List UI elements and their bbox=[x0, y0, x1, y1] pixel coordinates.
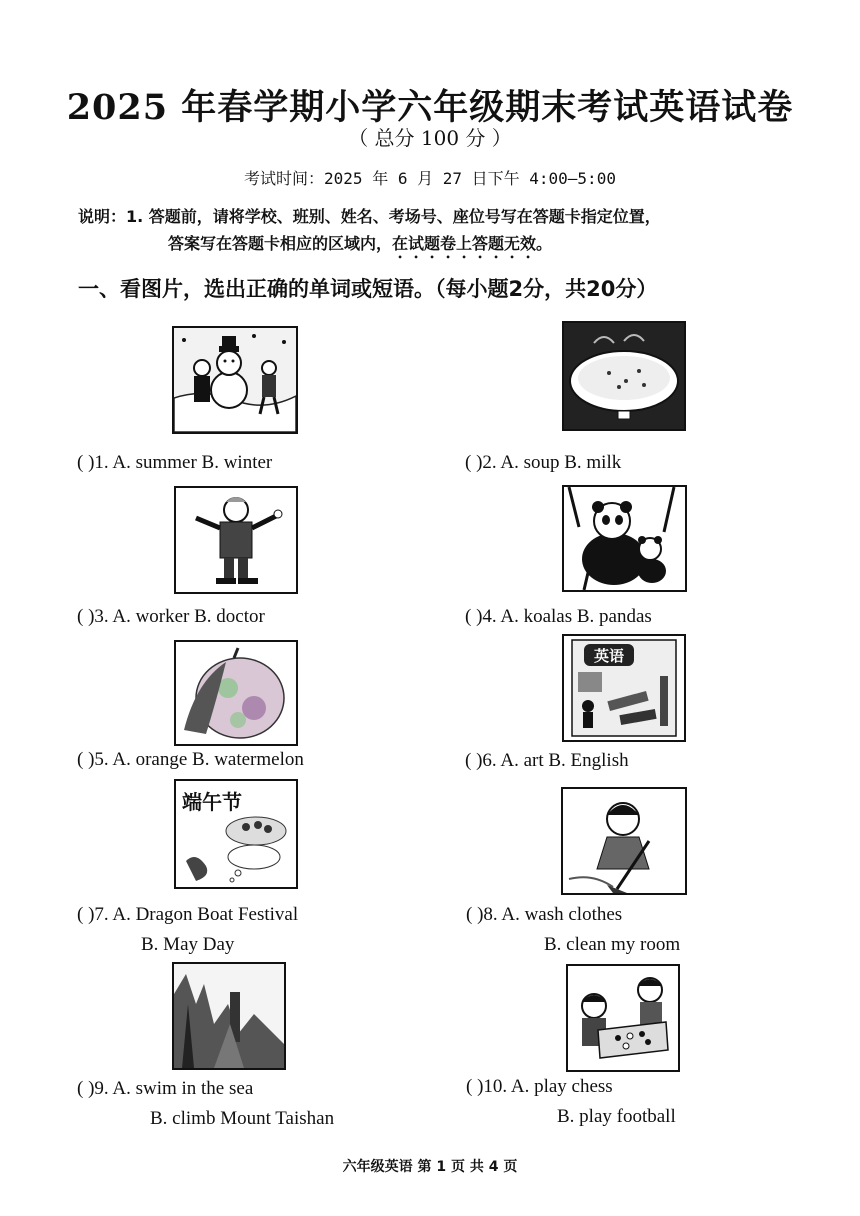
festival-poster-text: 端午节 bbox=[182, 790, 242, 814]
question-1 bbox=[77, 452, 272, 474]
play-chess-picture bbox=[566, 964, 680, 1072]
question-7 bbox=[77, 904, 298, 926]
question-text: 10. A. play chess bbox=[483, 1076, 613, 1097]
exam-time: 考试时间：2025 年 6 月 27 日下午 4:00—5:00 bbox=[244, 169, 616, 188]
instructions-plain: 答案写在答题卡相应的区域内， bbox=[168, 234, 393, 253]
question-9-option-b: B. climb Mount Taishan bbox=[150, 1108, 335, 1129]
answer-blank[interactable]: ( ) bbox=[77, 452, 95, 473]
worker-picture bbox=[174, 486, 298, 594]
question-5 bbox=[77, 749, 304, 771]
question-text: 1. A. summer B. winter bbox=[94, 452, 273, 473]
answer-blank[interactable]: ( ) bbox=[77, 606, 95, 627]
answer-blank[interactable]: ( ) bbox=[466, 904, 484, 925]
clean-room-picture bbox=[561, 787, 687, 895]
question-10 bbox=[466, 1076, 613, 1098]
book-cover-title: 英语 bbox=[593, 647, 625, 665]
exam-title: 2025 年春学期小学六年级期末考试英语试卷 bbox=[66, 87, 794, 128]
answer-blank[interactable]: ( ) bbox=[466, 1076, 484, 1097]
answer-blank[interactable]: ( ) bbox=[77, 749, 95, 770]
question-text: 4. A. koalas B. pandas bbox=[482, 606, 652, 627]
question-7-option-b: B. May Day bbox=[141, 934, 235, 955]
answer-blank[interactable]: ( ) bbox=[77, 1078, 95, 1099]
english-book-picture bbox=[562, 634, 686, 742]
question-6 bbox=[465, 750, 629, 772]
question-text: 6. A. art B. English bbox=[482, 750, 629, 771]
answer-blank[interactable]: ( ) bbox=[77, 904, 95, 925]
pandas-picture bbox=[562, 485, 687, 592]
instructions-line-1: 说明：1. 答题前，请将学校、班别、姓名、考场号、座位号写在答题卡指定位置， bbox=[78, 207, 661, 226]
question-text: 8. A. wash clothes bbox=[483, 904, 623, 925]
answer-blank[interactable]: ( ) bbox=[465, 606, 483, 627]
dragon-boat-festival-picture bbox=[174, 779, 298, 889]
question-text: 7. A. Dragon Boat Festival bbox=[94, 904, 299, 925]
question-4 bbox=[465, 606, 652, 628]
instructions-emphasis: 在试题卷上答题无效。 bbox=[392, 234, 553, 253]
question-text: 3. A. worker B. doctor bbox=[94, 606, 265, 627]
question-text: 5. A. orange B. watermelon bbox=[94, 749, 304, 770]
answer-blank[interactable]: ( ) bbox=[465, 452, 483, 473]
question-8-option-b: B. clean my room bbox=[544, 934, 681, 955]
question-8 bbox=[466, 904, 622, 926]
soup-picture bbox=[562, 321, 686, 431]
page-footer: 六年级英语 第 1 页 共 4 页 bbox=[342, 1159, 518, 1175]
section-1-heading: 一、看图片，选出正确的单词或短语。（每小题2分，共20分） bbox=[78, 277, 658, 301]
question-2 bbox=[465, 452, 621, 474]
question-9 bbox=[77, 1078, 253, 1100]
snowman-picture bbox=[172, 326, 298, 434]
question-text: 9. A. swim in the sea bbox=[94, 1078, 254, 1099]
total-score: （ 总分 100 分 ） bbox=[348, 126, 512, 150]
orange-picture bbox=[174, 640, 298, 746]
answer-blank[interactable]: ( ) bbox=[465, 750, 483, 771]
question-3 bbox=[77, 606, 265, 628]
question-text: 2. A. soup B. milk bbox=[482, 452, 622, 473]
instructions-line-2 bbox=[168, 231, 552, 262]
question-10-option-b: B. play football bbox=[557, 1106, 676, 1127]
mount-taishan-picture bbox=[172, 962, 286, 1070]
